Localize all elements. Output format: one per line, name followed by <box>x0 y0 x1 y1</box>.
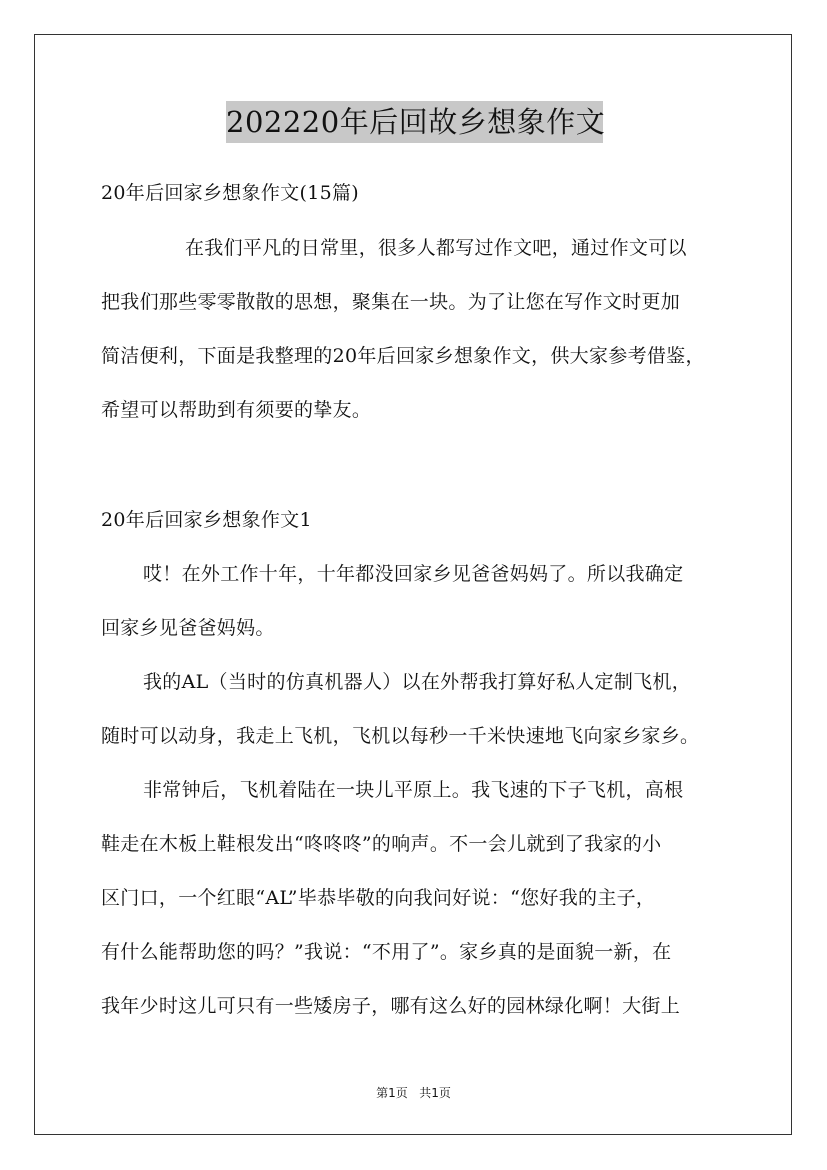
body-line: 我年少时这儿可只有一些矮房子，哪有这么好的园林绿化啊！大街上 <box>101 995 681 1017</box>
body-line: 我的AL（当时的仿真机器人）以在外帮我打算好私人定制飞机， <box>143 671 692 693</box>
document-title: 202220年后回故乡想象作文 <box>226 101 603 143</box>
page-footer <box>0 1084 827 1101</box>
intro-line: 简洁便利，下面是我整理的20年后回家乡想象作文，供大家参考借鉴， <box>101 345 705 367</box>
section-heading: 20年后回家乡想象作文1 <box>101 509 312 531</box>
body-line: 有什么能帮助您的吗？”我说：“不用了”。家乡真的是面貌一新，在 <box>101 941 672 963</box>
body-line: 回家乡见爸爸妈妈。 <box>101 617 275 639</box>
body-line: 随时可以动身，我走上飞机，飞机以每秒一千米快速地飞向家乡家乡。 <box>101 725 700 747</box>
body-line: 区门口，一个红眼“AL”毕恭毕敬的向我问好说：“您好我的主子， <box>101 887 656 909</box>
body-line: 非常钟后，飞机着陆在一块儿平原上。我飞速的下子飞机，高根 <box>143 779 684 801</box>
page-total: 共1页 <box>419 1086 451 1100</box>
body-line: 哎！在外工作十年，十年都没回家乡见爸爸妈妈了。所以我确定 <box>143 563 684 585</box>
intro-line: 希望可以帮助到有须要的挚友。 <box>101 399 372 421</box>
body-line: 鞋走在木板上鞋根发出“咚咚咚”的响声。不一会儿就到了我家的小 <box>101 833 662 855</box>
intro-line: 在我们平凡的日常里，很多人都写过作文吧，通过作文可以 <box>185 237 687 259</box>
document-subtitle: 20年后回家乡想象作文(15篇) <box>101 182 359 204</box>
intro-line: 把我们那些零零散散的思想，聚集在一块。为了让您在写作文时更加 <box>101 291 681 313</box>
page-number: 第1页 <box>376 1086 408 1100</box>
